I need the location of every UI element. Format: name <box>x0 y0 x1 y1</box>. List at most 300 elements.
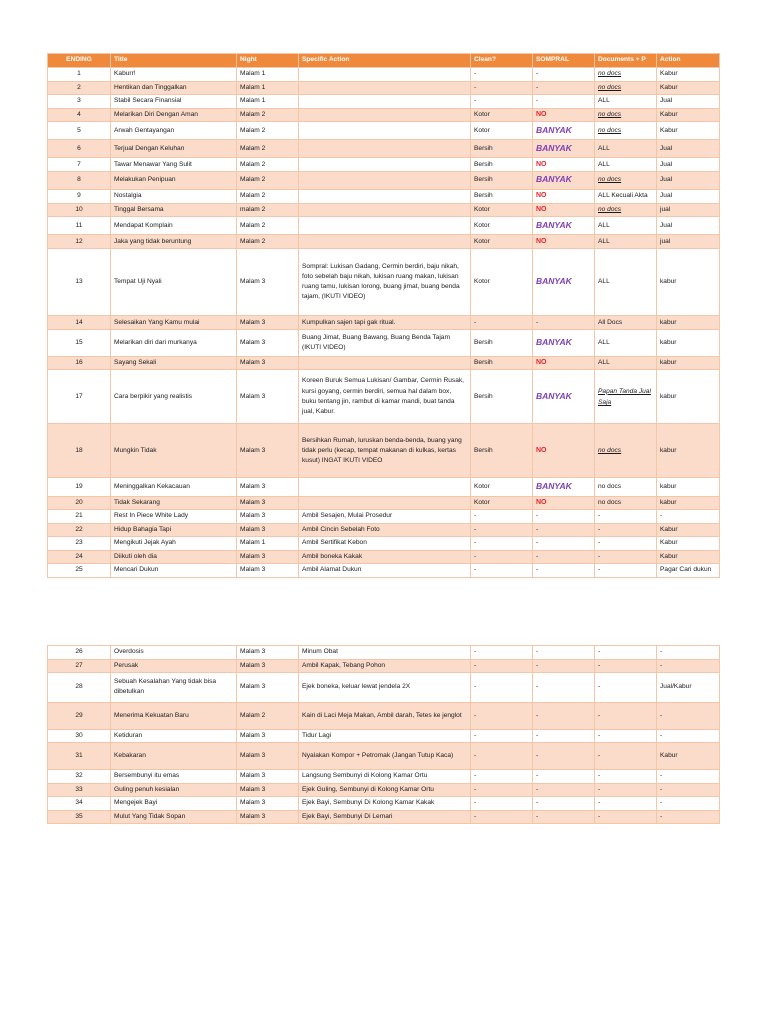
cell-clean-text: Kotor <box>474 126 490 134</box>
cell-documents-text: - <box>598 731 601 739</box>
cell-title-text: Perusak <box>114 661 139 669</box>
cell-night <box>237 190 299 204</box>
cell-clean <box>471 370 533 424</box>
table-row <box>48 659 720 673</box>
cell-night-text: Malam 2 <box>240 160 266 168</box>
cell-ending <box>48 370 111 424</box>
cell-title-text: Bersembunyi itu emas <box>114 772 180 780</box>
cell-ending-text: 10 <box>75 205 83 213</box>
table-row <box>48 424 720 478</box>
cell-clean <box>471 140 533 158</box>
cell-title <box>111 329 237 356</box>
cell-ending-text: 11 <box>75 221 83 229</box>
table-row <box>48 140 720 158</box>
cell-night <box>237 743 299 770</box>
cell-documents <box>595 248 657 316</box>
cell-action-text: - <box>660 512 663 520</box>
cell-clean <box>471 743 533 770</box>
cell-title <box>111 523 237 537</box>
cell-sompral-text: NO <box>536 192 547 200</box>
cell-night-text: Malam 3 <box>240 498 266 506</box>
cell-title <box>111 108 237 122</box>
cell-documents-text: ALL <box>598 144 610 152</box>
cell-action-text: Jual <box>660 97 673 105</box>
cell-ending-text: 2 <box>77 83 81 91</box>
cell-documents <box>595 537 657 551</box>
cell-title-text: Mengikuti Jejak Ayah <box>114 539 176 547</box>
cell-clean-text: Bersih <box>474 192 493 200</box>
cell-night-text: Malam 3 <box>240 683 266 691</box>
cell-action <box>657 702 720 729</box>
cell-action-text: Kabur <box>660 525 678 533</box>
cell-night-text: Malam 3 <box>240 648 266 656</box>
cell-clean <box>471 356 533 370</box>
cell-documents <box>595 702 657 729</box>
cell-night-text: Malam 1 <box>240 70 266 78</box>
cell-title-text: Guling penuh kesialan <box>114 785 180 793</box>
cell-specific-action <box>299 810 471 824</box>
cell-night-text: Malam 3 <box>240 552 266 560</box>
cell-ending <box>48 659 111 673</box>
cell-specific-action-text: Ambil Kapak, Tebang Pohon <box>302 661 386 669</box>
cell-documents-text: ALL <box>598 97 610 105</box>
cell-night <box>237 171 299 189</box>
cell-night-text: Malam 3 <box>240 525 266 533</box>
cell-sompral-text: NO <box>536 237 547 245</box>
cell-documents-text: - <box>598 683 601 691</box>
cell-ending <box>48 550 111 564</box>
cell-specific-action-text: Ejek Guling, Sembunyi di Kolong Kamar Ortu <box>302 785 434 793</box>
table-row <box>48 743 720 770</box>
cell-specific-action <box>299 797 471 811</box>
cell-action <box>657 81 720 95</box>
cell-title <box>111 564 237 578</box>
cell-documents-text: - <box>598 785 601 793</box>
cell-specific-action <box>299 95 471 109</box>
cell-documents-text: no docs <box>598 126 622 134</box>
cell-sompral-text: - <box>536 711 539 719</box>
cell-title-text: Melarikan diri dari murkanya <box>114 338 197 346</box>
cell-ending <box>48 797 111 811</box>
cell-ending-text: 30 <box>75 731 83 739</box>
cell-ending-text: 31 <box>75 752 83 760</box>
cell-clean-text: Kotor <box>474 237 490 245</box>
cell-specific-action-text: Langsung Sembunyi di Kolong Kamar Ortu <box>302 772 428 780</box>
cell-ending-text: 4 <box>77 110 81 118</box>
table-row <box>48 496 720 510</box>
cell-clean-text: Bersih <box>474 338 493 346</box>
cell-clean <box>471 122 533 140</box>
cell-night-text: Malam 2 <box>240 711 266 719</box>
cell-night <box>237 510 299 524</box>
table-row <box>48 356 720 370</box>
cell-sompral <box>533 370 595 424</box>
cell-ending <box>48 810 111 824</box>
cell-title <box>111 235 237 249</box>
cell-night-text: Malam 3 <box>240 278 266 286</box>
cell-action-text: Jual <box>660 176 673 184</box>
cell-title-text: Sayang Sekali <box>114 359 157 367</box>
table-row <box>48 108 720 122</box>
cell-ending-text: 12 <box>75 237 83 245</box>
cell-documents-text: - <box>598 799 601 807</box>
cell-clean <box>471 217 533 235</box>
cell-title <box>111 646 237 660</box>
cell-documents <box>595 424 657 478</box>
cell-sompral <box>533 108 595 122</box>
cell-action-text: Jual <box>660 221 673 229</box>
cell-documents-text: - <box>598 648 601 656</box>
cell-action <box>657 140 720 158</box>
cell-night <box>237 203 299 217</box>
cell-specific-action <box>299 646 471 660</box>
cell-clean <box>471 783 533 797</box>
table-row <box>48 510 720 524</box>
cell-night-text: Malam 2 <box>240 192 266 200</box>
table-row <box>48 537 720 551</box>
cell-clean-text: Bersih <box>474 144 493 152</box>
col-header-specific-action: Specific Action <box>299 54 471 68</box>
cell-sompral-text: - <box>536 97 539 105</box>
cell-sompral <box>533 203 595 217</box>
cell-night-text: Malam 1 <box>240 83 266 91</box>
cell-ending <box>48 95 111 109</box>
cell-title <box>111 550 237 564</box>
cell-sompral <box>533 190 595 204</box>
cell-specific-action <box>299 81 471 95</box>
cell-documents-text: ALL <box>598 278 610 286</box>
cell-action-text: Pagar Cari dukun <box>660 566 712 574</box>
cell-night <box>237 329 299 356</box>
cell-action <box>657 743 720 770</box>
cell-title <box>111 537 237 551</box>
cell-specific-action-text: Ambil Alamat Dukun <box>302 566 362 574</box>
cell-title-text: Terjual Dengan Keluhan <box>114 144 185 152</box>
cell-ending <box>48 646 111 660</box>
cell-title-text: Tinggal Bersama <box>114 205 164 213</box>
cell-documents <box>595 122 657 140</box>
cell-ending <box>48 316 111 330</box>
cell-documents <box>595 810 657 824</box>
cell-specific-action-text: Ambil boneka Kakak <box>302 552 363 560</box>
cell-clean <box>471 702 533 729</box>
cell-title-text: Mulut Yang Tidak Sopan <box>114 812 186 820</box>
table-1-body <box>48 68 720 578</box>
cell-title <box>111 190 237 204</box>
cell-ending-text: 9 <box>77 192 81 200</box>
cell-title-text: Mendapat Komplain <box>114 221 173 229</box>
cell-documents-text: Papan Tanda Jual Saja <box>598 387 651 406</box>
cell-sompral-text: - <box>536 799 539 807</box>
cell-night <box>237 537 299 551</box>
cell-specific-action <box>299 564 471 578</box>
cell-sompral <box>533 329 595 356</box>
cell-documents <box>595 235 657 249</box>
cell-sompral <box>533 659 595 673</box>
cell-clean-text: - <box>474 812 477 820</box>
cell-ending <box>48 171 111 189</box>
cell-documents-text: - <box>598 539 601 547</box>
cell-specific-action <box>299 537 471 551</box>
cell-sompral <box>533 797 595 811</box>
cell-ending-text: 25 <box>75 566 83 574</box>
cell-clean <box>471 108 533 122</box>
table-row <box>48 158 720 172</box>
cell-specific-action-text: Buang Jimat, Buang Bawang, Buang Benda Tajam (IKUTI VIDEO) <box>302 333 450 351</box>
cell-night <box>237 108 299 122</box>
cell-title-text: Mencari Dukun <box>114 566 159 574</box>
cell-ending <box>48 770 111 784</box>
cell-documents-text: ALL <box>598 237 610 245</box>
cell-documents-text: - <box>598 525 601 533</box>
cell-ending-text: 3 <box>77 97 81 105</box>
cell-action-text: kabur <box>660 482 677 490</box>
cell-title <box>111 68 237 82</box>
cell-title <box>111 659 237 673</box>
cell-specific-action <box>299 158 471 172</box>
cell-sompral-text: - <box>536 539 539 547</box>
cell-sompral <box>533 235 595 249</box>
cell-night <box>237 370 299 424</box>
cell-title <box>111 171 237 189</box>
cell-action-text: - <box>660 799 663 807</box>
cell-title-text: Kaburr! <box>114 70 136 78</box>
cell-ending-text: 28 <box>75 683 83 691</box>
table-row <box>48 248 720 316</box>
cell-clean-text: - <box>474 566 477 574</box>
cell-ending-text: 32 <box>75 772 83 780</box>
cell-clean <box>471 248 533 316</box>
cell-action <box>657 770 720 784</box>
cell-title-text: Selesaikan Yang Kamu mulai <box>114 318 200 326</box>
cell-sompral <box>533 646 595 660</box>
cell-night-text: Malam 3 <box>240 512 266 520</box>
cell-clean-text: - <box>474 97 477 105</box>
cell-night-text: Malam 3 <box>240 772 266 780</box>
cell-title <box>111 140 237 158</box>
cell-action <box>657 496 720 510</box>
col-header-title: Title <box>111 54 237 68</box>
cell-sompral <box>533 171 595 189</box>
cell-ending <box>48 108 111 122</box>
cell-night-text: Malam 2 <box>240 110 266 118</box>
table-row <box>48 550 720 564</box>
cell-documents <box>595 673 657 703</box>
cell-clean-text: - <box>474 731 477 739</box>
cell-clean <box>471 158 533 172</box>
cell-specific-action <box>299 108 471 122</box>
cell-ending-text: 21 <box>75 512 83 520</box>
cell-action <box>657 248 720 316</box>
cell-action <box>657 356 720 370</box>
cell-title <box>111 783 237 797</box>
cell-clean <box>471 564 533 578</box>
cell-night <box>237 783 299 797</box>
cell-action-text: Kabur <box>660 110 678 118</box>
table-row <box>48 646 720 660</box>
cell-title <box>111 158 237 172</box>
cell-action-text: Kabur <box>660 539 678 547</box>
cell-action <box>657 810 720 824</box>
cell-action <box>657 158 720 172</box>
cell-clean <box>471 496 533 510</box>
cell-clean-text: - <box>474 83 477 91</box>
cell-documents-text: - <box>598 552 601 560</box>
cell-sompral-text: - <box>536 661 539 669</box>
cell-action <box>657 673 720 703</box>
cell-night-text: Malam 3 <box>240 785 266 793</box>
cell-documents <box>595 478 657 496</box>
cell-specific-action-text: Kumpulkan sajen tapi gak ritual. <box>302 318 396 326</box>
cell-night <box>237 158 299 172</box>
cell-sompral <box>533 702 595 729</box>
table-row <box>48 190 720 204</box>
cell-night-text: Malam 3 <box>240 661 266 669</box>
cell-ending <box>48 673 111 703</box>
cell-sompral-text: BANYAK <box>536 390 572 401</box>
cell-documents-text: no docs <box>598 70 622 78</box>
cell-documents <box>595 370 657 424</box>
endings-table-2 <box>47 645 720 824</box>
table-row <box>48 564 720 578</box>
cell-night <box>237 646 299 660</box>
cell-documents-text: - <box>598 661 601 669</box>
cell-action-text: - <box>660 711 663 719</box>
cell-action-text: jual <box>660 237 671 245</box>
cell-clean <box>471 673 533 703</box>
cell-title <box>111 770 237 784</box>
cell-clean-text: Kotor <box>474 278 490 286</box>
cell-night-text: Malam 3 <box>240 318 266 326</box>
cell-night <box>237 729 299 743</box>
cell-action <box>657 550 720 564</box>
cell-documents-text: no docs <box>598 110 622 118</box>
cell-clean-text: Bersih <box>474 160 493 168</box>
cell-ending <box>48 217 111 235</box>
cell-sompral <box>533 122 595 140</box>
cell-action <box>657 564 720 578</box>
cell-documents-text: no docs <box>598 205 622 213</box>
col-header-night: Night <box>237 54 299 68</box>
cell-ending-text: 18 <box>75 446 83 454</box>
cell-action <box>657 523 720 537</box>
cell-title <box>111 729 237 743</box>
cell-documents-text: no docs <box>598 498 622 506</box>
cell-ending-text: 24 <box>75 552 83 560</box>
cell-specific-action <box>299 356 471 370</box>
cell-action-text: - <box>660 648 663 656</box>
cell-ending <box>48 424 111 478</box>
cell-title <box>111 496 237 510</box>
cell-action-text: Kabur <box>660 70 678 78</box>
cell-documents-text: ALL <box>598 160 610 168</box>
cell-ending-text: 13 <box>75 278 83 286</box>
cell-night <box>237 356 299 370</box>
cell-documents-text: no docs <box>598 176 622 184</box>
cell-specific-action-text: Ambil Sertifikat Kebon <box>302 539 367 547</box>
cell-ending-text: 23 <box>75 539 83 547</box>
cell-night <box>237 478 299 496</box>
cell-action <box>657 478 720 496</box>
cell-specific-action <box>299 702 471 729</box>
cell-ending-text: 14 <box>75 318 83 326</box>
cell-documents <box>595 356 657 370</box>
cell-night-text: Malam 3 <box>240 446 266 454</box>
cell-sompral-text: - <box>536 525 539 533</box>
cell-specific-action <box>299 550 471 564</box>
cell-night-text: Malam 3 <box>240 482 266 490</box>
cell-documents-text: - <box>598 566 601 574</box>
cell-action <box>657 797 720 811</box>
cell-title-text: Diikuti oleh dia <box>114 552 157 560</box>
cell-title <box>111 370 237 424</box>
cell-ending-text: 29 <box>75 711 83 719</box>
cell-documents-text: - <box>598 812 601 820</box>
cell-title-text: Menerima Kekuatan Baru <box>114 711 189 719</box>
cell-documents <box>595 140 657 158</box>
cell-action-text: Kabur <box>660 83 678 91</box>
endings-table-1 <box>47 53 720 578</box>
cell-ending-text: 26 <box>75 648 83 656</box>
table-row <box>48 783 720 797</box>
cell-title <box>111 316 237 330</box>
cell-documents <box>595 550 657 564</box>
cell-clean-text: - <box>474 552 477 560</box>
cell-action <box>657 68 720 82</box>
cell-action-text: jual <box>660 205 671 213</box>
cell-title <box>111 673 237 703</box>
cell-ending <box>48 702 111 729</box>
cell-specific-action-text: Minum Obat <box>302 648 338 656</box>
cell-sompral-text: - <box>536 83 539 91</box>
cell-action-text: kabur <box>660 338 677 346</box>
cell-night <box>237 810 299 824</box>
cell-sompral <box>533 510 595 524</box>
cell-ending <box>48 496 111 510</box>
cell-specific-action-text: Tidur Lagi <box>302 731 332 739</box>
table-row <box>48 171 720 189</box>
table-row <box>48 203 720 217</box>
cell-night-text: Malam 2 <box>240 176 266 184</box>
cell-night-text: Malam 2 <box>240 221 266 229</box>
cell-title <box>111 248 237 316</box>
cell-sompral <box>533 496 595 510</box>
cell-title-text: Nostalgia <box>114 192 142 200</box>
cell-title-text: Sebuah Kesalahan Yang tidak bisa dibetulkan <box>114 678 217 696</box>
table-row <box>48 95 720 109</box>
cell-clean-text: - <box>474 512 477 520</box>
cell-action <box>657 537 720 551</box>
cell-documents <box>595 659 657 673</box>
cell-ending <box>48 537 111 551</box>
cell-ending <box>48 158 111 172</box>
cell-sompral <box>533 478 595 496</box>
cell-action <box>657 510 720 524</box>
cell-action-text: Kabur <box>660 126 678 134</box>
cell-clean-text: Bersih <box>474 392 493 400</box>
cell-night <box>237 81 299 95</box>
cell-title-text: Mungkin Tidak <box>114 446 157 454</box>
cell-specific-action <box>299 783 471 797</box>
cell-action <box>657 646 720 660</box>
cell-ending-text: 22 <box>75 525 83 533</box>
cell-sompral-text: - <box>536 731 539 739</box>
cell-documents-text: - <box>598 512 601 520</box>
cell-documents <box>595 108 657 122</box>
cell-night <box>237 68 299 82</box>
cell-night <box>237 496 299 510</box>
cell-sompral <box>533 537 595 551</box>
